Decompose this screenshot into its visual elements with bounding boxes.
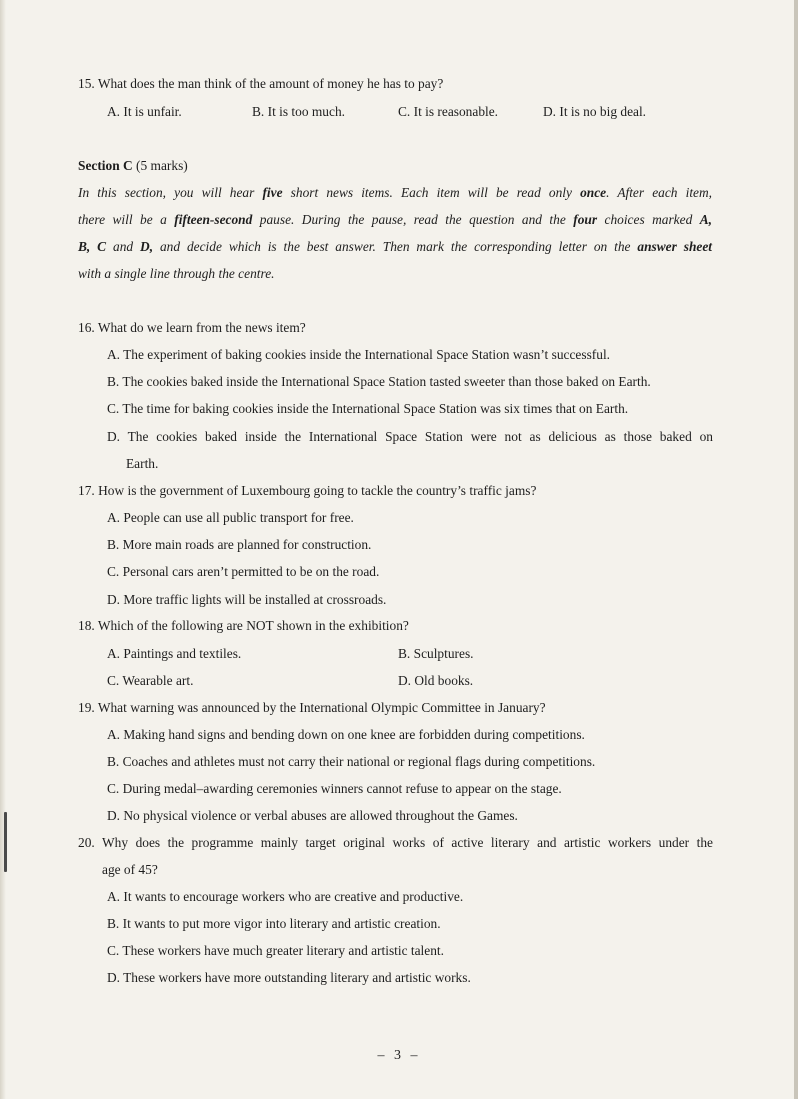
q20-option-b: B. It wants to put more vigor into literary and artistic creation. — [107, 916, 441, 931]
q19-option-d: D. No physical violence or verbal abuses are allowed throughout the Games. — [107, 808, 518, 823]
question-19: 19. What warning was announced by the International Olympic Committee in January? — [78, 700, 546, 715]
question-16: 16. What do we learn from the news item? — [78, 320, 306, 335]
q18-option-b: B. Sculptures. — [398, 646, 474, 661]
q15-option-b: B. It is too much. — [252, 104, 345, 119]
q16-option-a: A. The experiment of baking cookies inside the International Space Station wasn’t successful. — [107, 347, 611, 362]
page-number: – 3 – — [377, 1048, 421, 1063]
section-c-title: Section C — [78, 158, 133, 173]
q17-option-d: D. More traffic lights will be installed at crossroads. — [107, 592, 387, 607]
q16-option-d: D. The cookies baked inside the International Space Station were not as delicious as those baked on — [107, 429, 713, 444]
section-c-instruction-line-4: with a single line through the centre. — [78, 266, 275, 281]
q19-option-b: B. Coaches and athletes must not carry their national or regional flags during competitions. — [107, 754, 596, 769]
binding-mark — [4, 812, 7, 872]
q20-option-c: C. These workers have much greater literary and artistic talent. — [107, 943, 444, 958]
q16-option-c: C. The time for baking cookies inside the International Space Station was six times that on Earth. — [107, 401, 629, 416]
q20-option-d: D. These workers have more outstanding literary and artistic works. — [107, 970, 471, 985]
q17-option-c: C. Personal cars aren’t permitted to be on the road. — [107, 564, 380, 579]
q16-option-d-continued: Earth. — [126, 456, 159, 471]
q15-option-c: C. It is reasonable. — [398, 104, 499, 119]
question-20: 20. Why does the programme mainly target original works of active literary and artistic workers under the — [78, 835, 713, 850]
q17-option-a: A. People can use all public transport for free. — [107, 510, 354, 525]
question-15: 15. What does the man think of the amount of money he has to pay? — [78, 76, 444, 91]
q16-option-b: B. The cookies baked inside the International Space Station tasted sweeter than those baked on Earth. — [107, 374, 651, 389]
page-shadow — [0, 0, 6, 1099]
q15-option-d: D. It is no big deal. — [543, 104, 647, 119]
q18-option-a: A. Paintings and textiles. — [107, 646, 242, 661]
q18-option-d: D. Old books. — [398, 673, 474, 688]
q19-option-c: C. During medal–awarding ceremonies winners cannot refuse to appear on the stage. — [107, 781, 562, 796]
section-c-marks: (5 marks) — [136, 158, 188, 173]
section-c-instruction-line-3: B, C and D, and decide which is the best answer. Then mark the corresponding letter on the answer sheet — [78, 239, 713, 254]
question-20-continued: age of 45? — [102, 862, 158, 877]
page-edge — [794, 0, 798, 1099]
question-18: 18. Which of the following are NOT shown in the exhibition? — [78, 618, 409, 633]
q18-option-c: C. Wearable art. — [107, 673, 194, 688]
section-c-heading — [78, 158, 188, 174]
q15-option-a: A. It is unfair. — [107, 104, 182, 119]
section-c-instruction-line-1: In this section, you will hear five short news items. Each item will be read only once. After each item, — [78, 185, 713, 200]
q17-option-b: B. More main roads are planned for construction. — [107, 537, 372, 552]
question-17: 17. How is the government of Luxembourg going to tackle the country’s traffic jams? — [78, 483, 537, 498]
section-c-instruction-line-2: there will be a fifteen-second pause. During the pause, read the question and the four choices marked A, — [78, 212, 712, 227]
q19-option-a: A. Making hand signs and bending down on one knee are forbidden during competitions. — [107, 727, 585, 742]
q20-option-a: A. It wants to encourage workers who are creative and productive. — [107, 889, 464, 904]
